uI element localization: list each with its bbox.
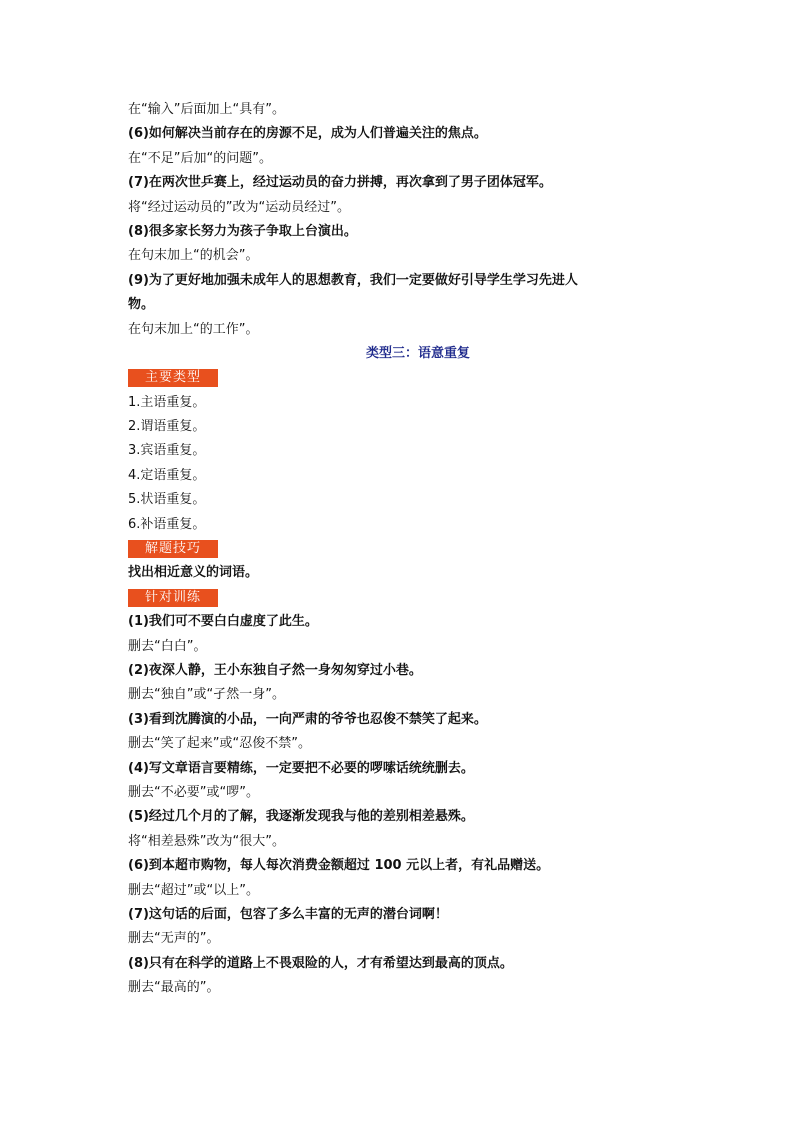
types-tag-row	[128, 366, 688, 390]
types-tag: 主要类型	[128, 369, 218, 387]
practice-line-answer: 删去“笑了起来”或“忍俊不禁”。	[128, 736, 311, 752]
type-item: 2.谓语重复。	[128, 419, 206, 435]
practice-line-question: (8)只有在科学的道路上不畏艰险的人，才有希望达到最高的顶点。	[128, 955, 513, 971]
type-item: 3.宾语重复。	[128, 443, 206, 459]
practice-line-question: (1)我们可不要白白虚度了此生。	[128, 614, 318, 630]
practice-line-answer: 删去“不必要”或“啰”。	[128, 784, 259, 800]
practice-line-question: (7)这句话的后面，包容了多么丰富的无声的潜台词啊！	[128, 906, 448, 922]
practice-line-answer: 将“相差悬殊”改为“很大”。	[128, 833, 285, 849]
practice-line-answer: 删去“无声的”。	[128, 931, 220, 947]
types-list	[128, 391, 688, 537]
practice-line-question: (4)写文章语言要精练，一定要把不必要的啰嗦话统统删去。	[128, 760, 474, 776]
tips-tag-row	[128, 537, 688, 561]
type-item: 1.主语重复。	[128, 394, 206, 410]
practice-line-answer: 删去“最高的”。	[128, 980, 220, 996]
document-page	[128, 98, 688, 1000]
tips-tag: 解题技巧	[128, 540, 218, 558]
type-item: 6.补语重复。	[128, 516, 206, 532]
practice-line-answer: 删去“白白”。	[128, 638, 207, 654]
exercise-line-answer: 将“经过运动员的”改为“运动员经过”。	[128, 199, 350, 215]
exercise-line-answer: 在句末加上“的机会”。	[128, 248, 259, 264]
practice-tag: 针对训练	[128, 589, 218, 607]
practice-line-answer: 删去“独自”或“孑然一身”。	[128, 687, 285, 703]
practice-line-question: (6)到本超市购物，每人每次消费金额超过 100 元以上者，有礼品赠送。	[128, 858, 550, 874]
practice-tag-row	[128, 586, 688, 610]
exercise-line-answer: 在“输入”后面加上“具有”。	[128, 102, 285, 117]
exercise-line-question: (9)为了更好地加强未成年人的思想教育，我们一定要做好引导学生学习先进人	[128, 272, 578, 288]
practice-line-question: (2)夜深人静，王小东独自孑然一身匆匆穿过小巷。	[128, 662, 422, 678]
tips-text: 找出相近意义的词语。	[128, 565, 259, 581]
continued-exercises	[128, 98, 688, 342]
practice-line-question: (3)看到沈腾演的小品，一向严肃的爷爷也忍俊不禁笑了起来。	[128, 711, 487, 727]
exercise-line-question: (8)很多家长努力为孩子争取上台演出。	[128, 223, 357, 239]
exercise-line-answer: 在“不足”后加“的问题”。	[128, 150, 272, 166]
exercise-line-question: 物。	[128, 297, 155, 313]
type-item: 4.定语重复。	[128, 467, 206, 483]
exercise-line-answer: 在句末加上“的工作”。	[128, 321, 259, 337]
exercise-line-question: (7)在两次世乒赛上，经过运动员的奋力拼搏，再次拿到了男子团体冠军。	[128, 175, 552, 191]
exercise-line-question: (6)如何解决当前存在的房源不足，成为人们普遍关注的焦点。	[128, 126, 487, 142]
practice-line-answer: 删去“超过”或“以上”。	[128, 882, 259, 898]
section-title: 类型三：语意重复	[365, 345, 470, 361]
practice-line-question: (5)经过几个月的了解，我逐渐发现我与他的差别相差悬殊。	[128, 809, 474, 825]
type-item: 5.状语重复。	[128, 492, 206, 508]
practice-exercises	[128, 610, 688, 1000]
